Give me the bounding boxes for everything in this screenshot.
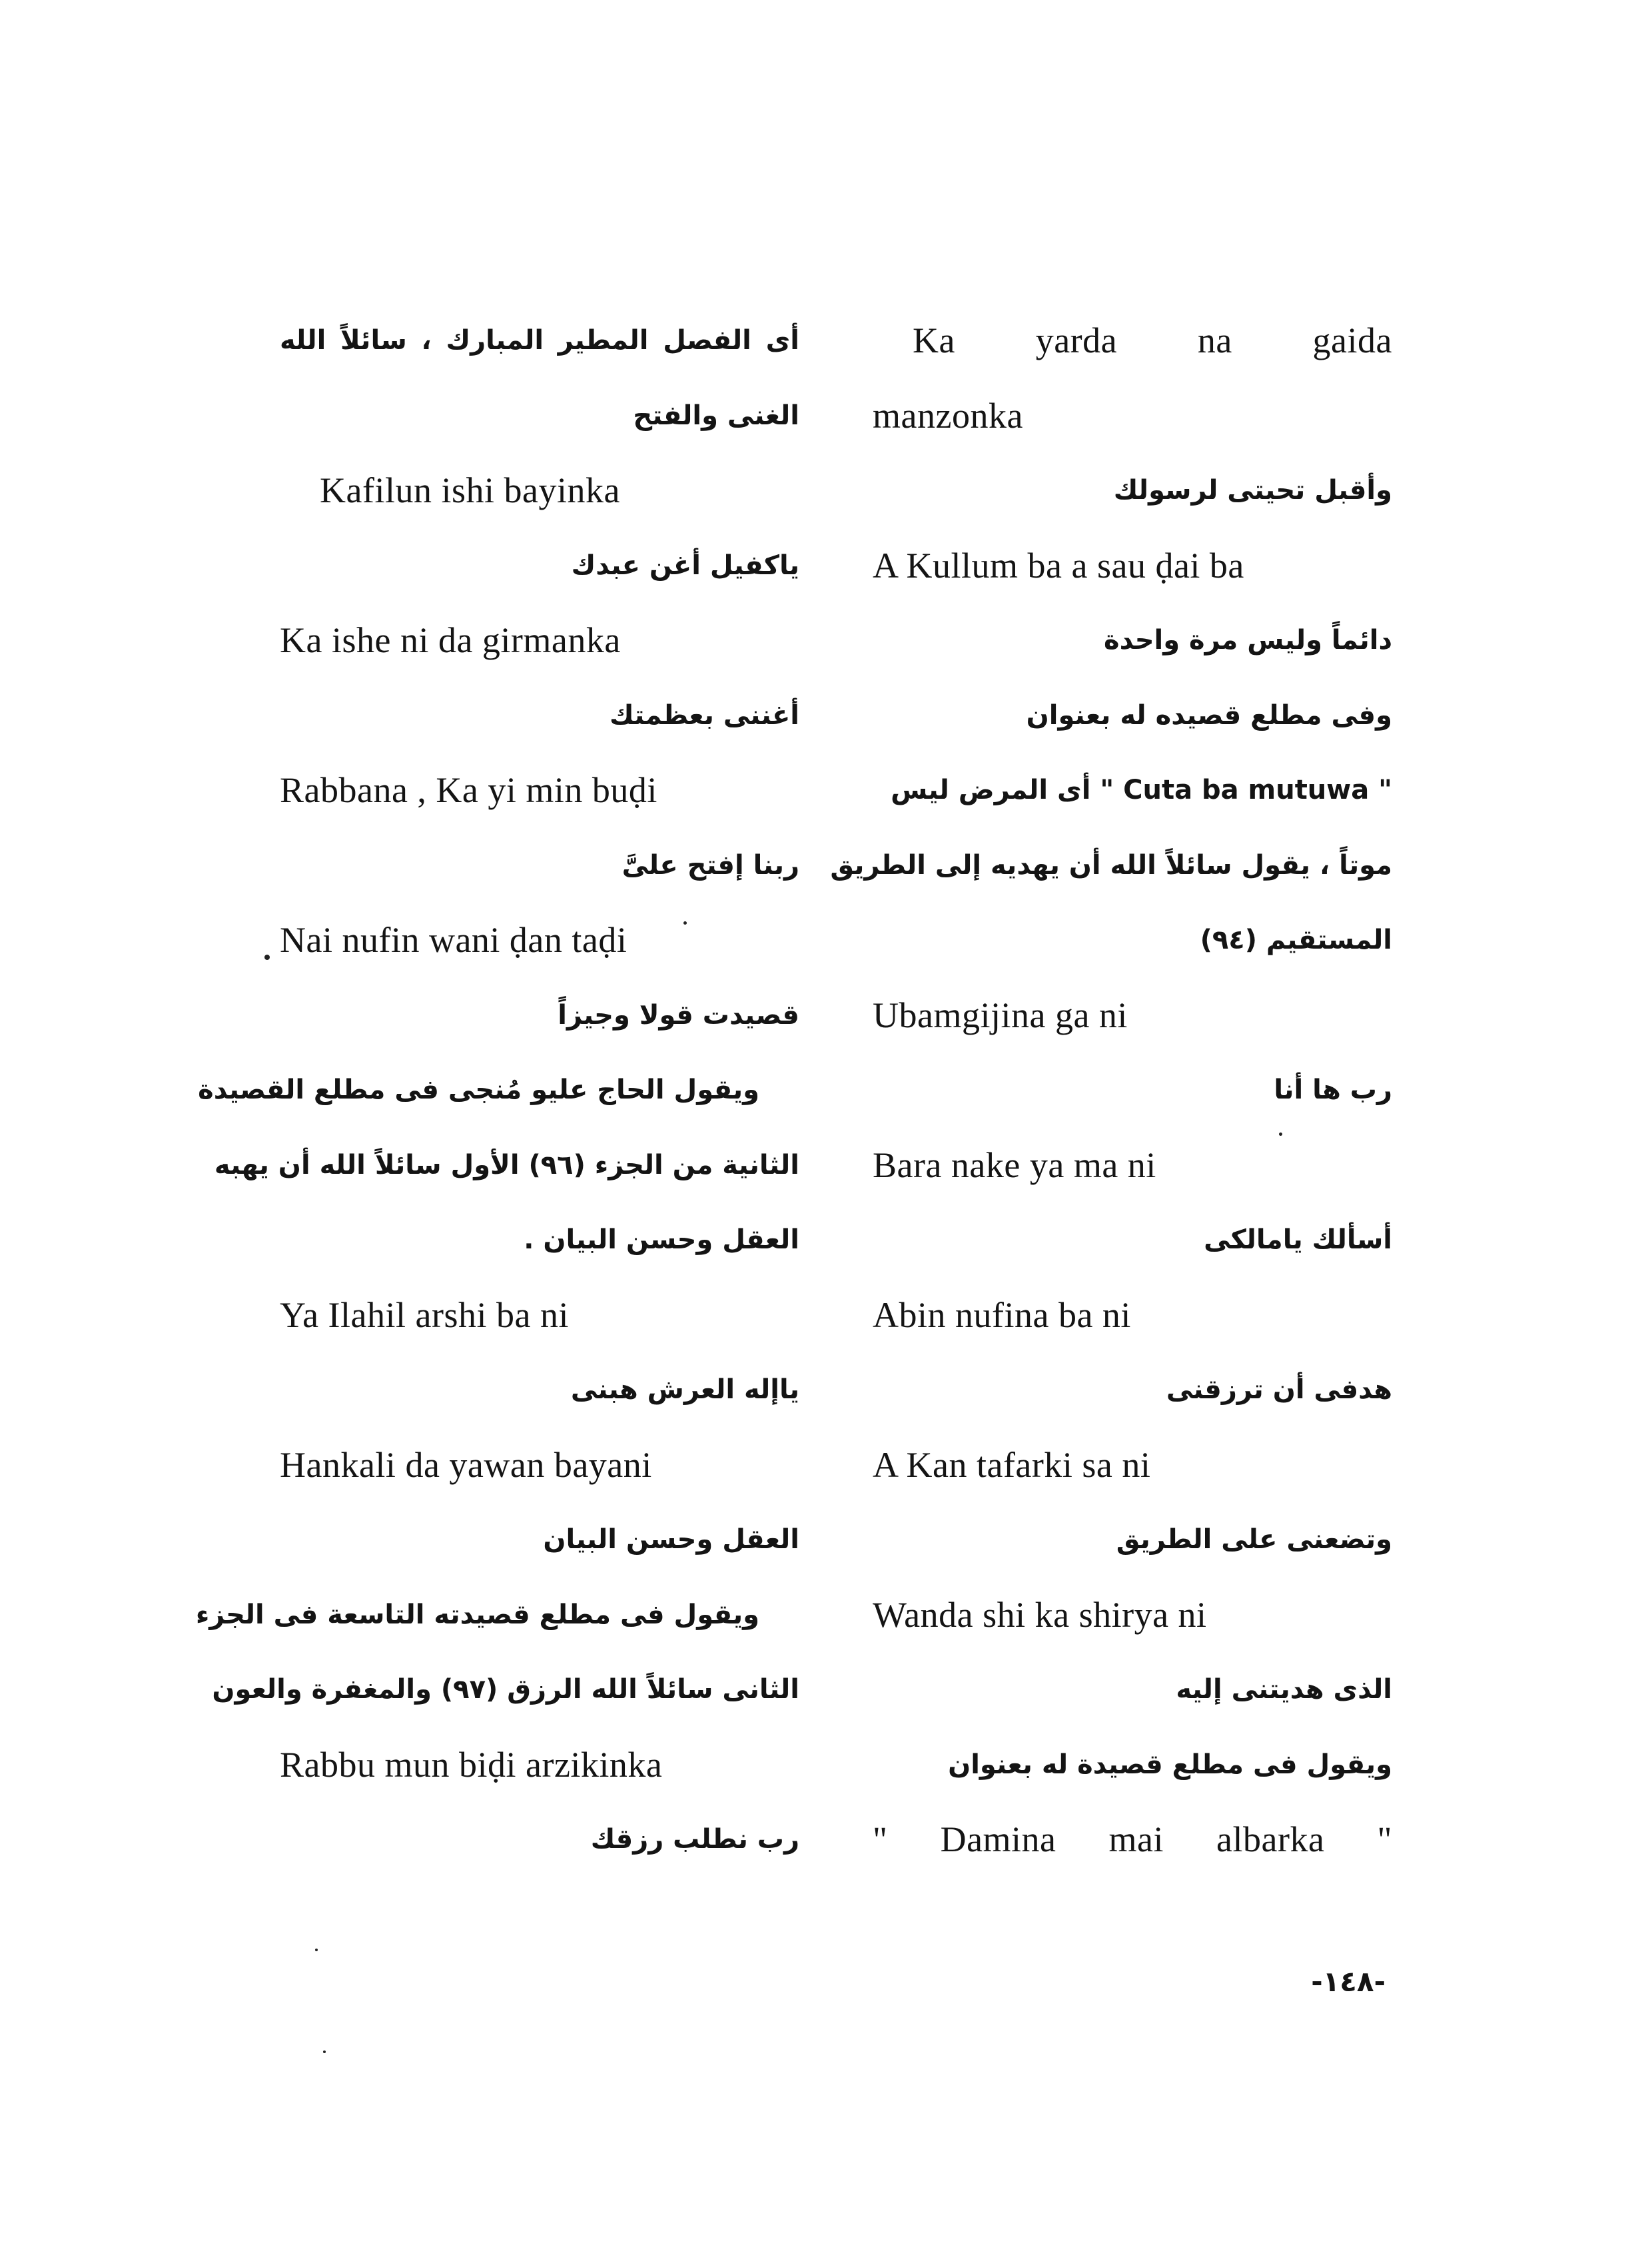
hausa-verse-line: Ka yarda na gaida <box>913 320 1392 360</box>
arabic-text-line: وأقبل تحيتى لرسولك <box>1113 475 1392 506</box>
arabic-text-line: ياكفيل أغن عبدك <box>571 550 799 581</box>
hausa-verse-line: Abin nufina ba ni <box>873 1294 1131 1335</box>
arabic-text-line: رب نطلب رزقك <box>590 1824 799 1855</box>
arabic-text-line: ياإله العرش هبنى <box>570 1374 799 1405</box>
hausa-verse-line: Rabbana , Ka yi min buḍi <box>280 770 657 810</box>
right-text-column <box>830 303 1392 1877</box>
hausa-verse-line: Ubamgijina ga ni <box>873 995 1128 1035</box>
page-number: -١٤٨- <box>1311 1965 1386 1998</box>
arabic-text-line: أغننى بعظمتك <box>609 699 799 731</box>
hausa-verse-line: Ka ishe ni da girmanka <box>280 620 621 660</box>
arabic-text-line: العقل وحسن البيان . <box>524 1224 799 1255</box>
left-text-column <box>195 303 799 1877</box>
hausa-verse-line: Rabbu mun biḍi arzikinka <box>280 1744 663 1785</box>
hausa-verse-line: Ya Ilahil arshi ba ni <box>280 1294 569 1335</box>
print-speck <box>315 1949 318 1951</box>
arabic-text-line: ويقول فى مطلع قصيدته التاسعة فى الجزء <box>195 1599 759 1630</box>
hausa-verse-line: Nai nufin wani ḍan taḍi <box>280 920 627 960</box>
arabic-text-line: العقل وحسن البيان <box>543 1524 799 1555</box>
hausa-verse-line: manzonka <box>873 395 1023 436</box>
arabic-text-line: " Cuta ba mutuwa " أى المرض ليس <box>891 775 1392 805</box>
arabic-text-line: الثانى سائلاً الله الرزق (٩٧) والمغفرة والعون <box>212 1674 799 1705</box>
arabic-text-line: الذى هديتنى إليه <box>1176 1674 1392 1705</box>
arabic-text-line: رب ها أنا <box>1274 1075 1392 1105</box>
arabic-text-line: هدفى أن ترزقنى <box>1166 1374 1392 1405</box>
arabic-text-line: وتضعنى على الطريق <box>1116 1524 1392 1555</box>
print-speck <box>683 921 687 925</box>
hausa-verse-line: Wanda shi ka shirya ni <box>873 1594 1207 1635</box>
print-speck <box>323 2050 326 2053</box>
print-speck <box>1279 1132 1282 1136</box>
arabic-text-line: أى الفصل المطير المبارك ، سائلاً الله <box>280 325 799 356</box>
arabic-text-line: موتاً ، يقول سائلاً الله أن يهديه إلى الطريق <box>830 849 1392 881</box>
arabic-text-line: ويقول الحاج عليو مُنجى فى مطلع القصيدة <box>198 1075 759 1105</box>
arabic-text-line: الثانية من الجزء (٩٦) الأول سائلاً الله أن يهبه <box>214 1149 799 1180</box>
hausa-verse-line: " Damina mai albarka " <box>873 1819 1392 1859</box>
arabic-text-line: الغنى والفتح <box>633 400 799 431</box>
hausa-verse-line: A Kan tafarki sa ni <box>873 1444 1151 1485</box>
hausa-verse-line: Hankali da yawan bayani <box>280 1444 652 1485</box>
arabic-text-line: وفى مطلع قصيده له بعنوان <box>1026 699 1392 731</box>
print-speck <box>264 955 270 960</box>
arabic-text-line: ويقول فى مطلع قصيدة له بعنوان <box>948 1749 1392 1780</box>
arabic-text-line: دائماً وليس مرة واحدة <box>1103 625 1392 656</box>
hausa-verse-line: Bara nake ya ma ni <box>873 1144 1156 1185</box>
hausa-verse-line: Kafilun ishi bayinka <box>320 470 620 510</box>
arabic-text-line: ربنا إفتح علىَّ <box>621 849 799 881</box>
arabic-text-line: أسألك يامالكى <box>1204 1224 1392 1255</box>
arabic-text-line: المستقيم (٩٤) <box>1200 925 1392 955</box>
hausa-verse-line: A Kullum ba a sau ḍai ba <box>873 545 1244 586</box>
arabic-text-line: قصيدت قولا وجيزاً <box>558 999 799 1031</box>
